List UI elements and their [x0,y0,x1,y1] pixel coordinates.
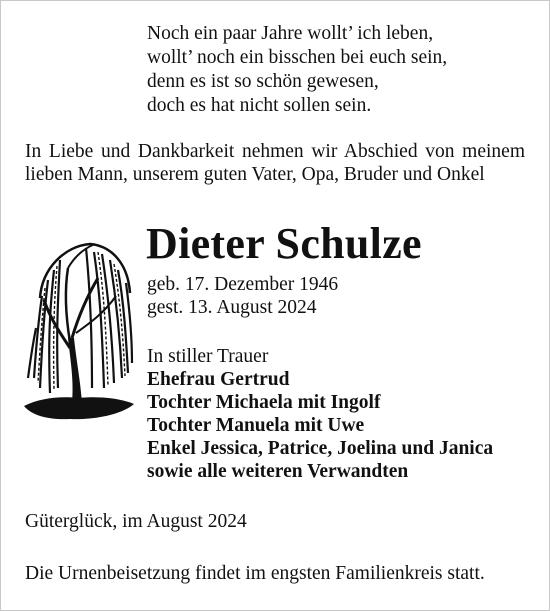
poem-line: doch es hat nicht sollen sein. [147,95,372,116]
poem-line: denn es ist so schön gewesen, [147,71,379,92]
mourner-line: Tochter Manuela mit Uwe [147,415,365,436]
deceased-name: Dieter Schulze [146,219,422,268]
birth-date: geb. 17. Dezember 1946 [147,274,339,295]
death-date: gest. 13. August 2024 [147,297,317,318]
weeping-willow-tree-icon [20,238,138,423]
funeral-note: Die Urnenbeisetzung findet im engsten Familienkreis statt. [25,563,485,584]
mourners-list [147,345,493,483]
place-and-date: Güterglück, im August 2024 [25,511,247,532]
intro-text: In Liebe und Dankbarkeit nehmen wir Abschied von meinem lieben Mann, unserem guten Vater, Opa, Bruder und Onkel [25,141,525,185]
poem [147,22,447,118]
mourner-line: Enkel Jessica, Patrice, Joelina und Janica [147,438,494,459]
poem-line: wollt’ noch ein bisschen bei euch sein, [147,47,448,68]
poem-line: Noch ein paar Jahre wollt’ ich leben, [147,23,434,44]
mourner-line: Ehefrau Gertrud [147,369,290,390]
mourners-heading: In stiller Trauer [147,346,269,367]
mourner-line: Tochter Michaela mit Ingolf [147,392,381,413]
mourner-line: sowie alle weiteren Verwandten [147,461,409,482]
life-dates [147,273,338,319]
